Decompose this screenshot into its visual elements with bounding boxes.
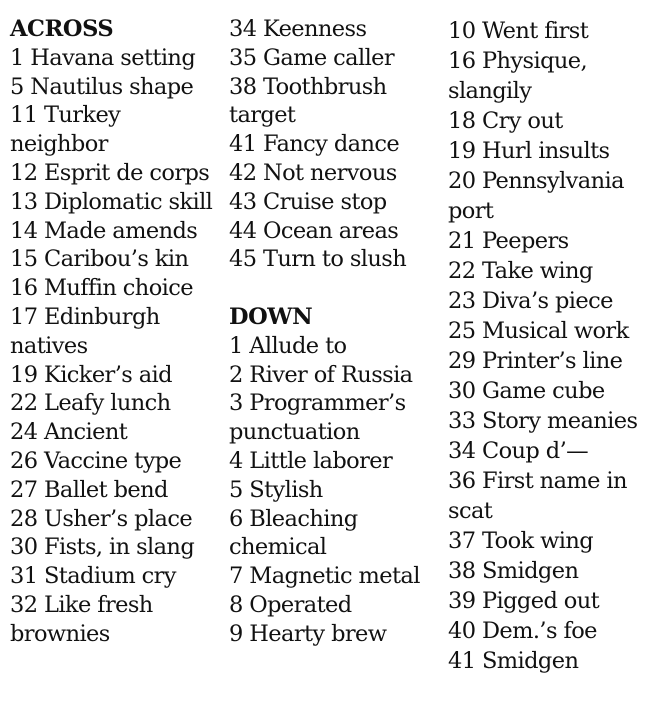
- down-clue: 38 Smidgen: [448, 558, 579, 584]
- down-clue: 33 Story meanies: [448, 408, 638, 434]
- section-spacer: [229, 274, 441, 303]
- down-clue: 22 Take wing: [448, 258, 593, 284]
- across-clue: 35 Game caller: [229, 44, 395, 71]
- across-clue: 31 Stadium cry: [10, 563, 176, 590]
- down-clue: 16 Physique, slangily: [448, 48, 588, 104]
- across-clue: 11 Turkey neighbor: [10, 102, 121, 158]
- across-clue: 34 Keenness: [229, 16, 367, 42]
- down-clue: 9 Hearty brew: [229, 620, 387, 647]
- across-clue: 44 Ocean areas: [229, 217, 399, 244]
- across-clue: 26 Vaccine type: [10, 447, 182, 474]
- across-clue: 30 Fists, in slang: [10, 534, 195, 561]
- across-clue: 43 Cruise stop: [229, 188, 387, 215]
- across-clue: 5 Nautilus shape: [10, 73, 194, 100]
- across-clue: 12 Esprit de corps: [10, 159, 210, 186]
- down-clue: 34 Coup d’—: [448, 438, 589, 464]
- down-clue: 36 First name in scat: [448, 468, 627, 524]
- down-clue: 39 Pigged out: [448, 588, 600, 614]
- across-clue: 24 Ancient: [10, 419, 128, 446]
- down-clue: 29 Printer’s line: [448, 348, 623, 374]
- across-clue: 15 Caribou’s kin: [10, 246, 189, 273]
- across-clue: 42 Not nervous: [229, 159, 397, 186]
- down-clue: 37 Took wing: [448, 528, 594, 554]
- down-clue: 6 Bleaching chemical: [229, 505, 358, 561]
- down-clue: 4 Little laborer: [229, 447, 393, 474]
- across-clue: 27 Ballet bend: [10, 476, 168, 503]
- down-clue: 2 River of Russia: [229, 361, 413, 388]
- across-clue: 45 Turn to slush: [229, 246, 407, 273]
- across-clue: 38 Toothbrush target: [229, 73, 387, 129]
- down-clue: 10 Went first: [448, 18, 589, 44]
- clue-column-3: [448, 16, 643, 676]
- across-heading: ACROSS: [10, 16, 114, 42]
- across-clue: 28 Usher’s place: [10, 505, 193, 532]
- down-heading: DOWN: [229, 303, 313, 330]
- across-clue: 22 Leafy lunch: [10, 390, 171, 417]
- across-clue: 1 Havana setting: [10, 44, 196, 71]
- down-clue: 41 Smidgen: [448, 648, 579, 674]
- down-clue: 20 Pennsylvania port: [448, 168, 624, 224]
- across-clue: 41 Fancy dance: [229, 131, 400, 158]
- down-clue: 8 Operated: [229, 591, 352, 618]
- clue-column-1: [10, 15, 215, 649]
- down-clue: 21 Peepers: [448, 228, 569, 254]
- down-clue: 18 Cry out: [448, 108, 563, 134]
- across-clue: 14 Made amends: [10, 217, 198, 244]
- across-clue: 13 Diplomatic skill: [10, 188, 213, 215]
- across-clue: 32 Like fresh brownies: [10, 591, 153, 647]
- down-clue: 1 Allude to: [229, 332, 347, 359]
- down-clue: 23 Diva’s piece: [448, 288, 613, 314]
- down-clue: 25 Musical work: [448, 318, 629, 344]
- down-clue: 30 Game cube: [448, 378, 605, 404]
- down-clue: 7 Magnetic metal: [229, 563, 420, 590]
- down-clue: 40 Dem.’s foe: [448, 618, 597, 644]
- clue-column-2: [229, 15, 441, 649]
- down-clue: 19 Hurl insults: [448, 138, 610, 164]
- down-clue: 5 Stylish: [229, 476, 323, 503]
- across-clue: 17 Edinburgh natives: [10, 303, 160, 359]
- across-clue: 19 Kicker’s aid: [10, 361, 172, 388]
- across-clue: 16 Muffin choice: [10, 275, 193, 302]
- down-clue: 3 Programmer’s punctuation: [229, 390, 406, 446]
